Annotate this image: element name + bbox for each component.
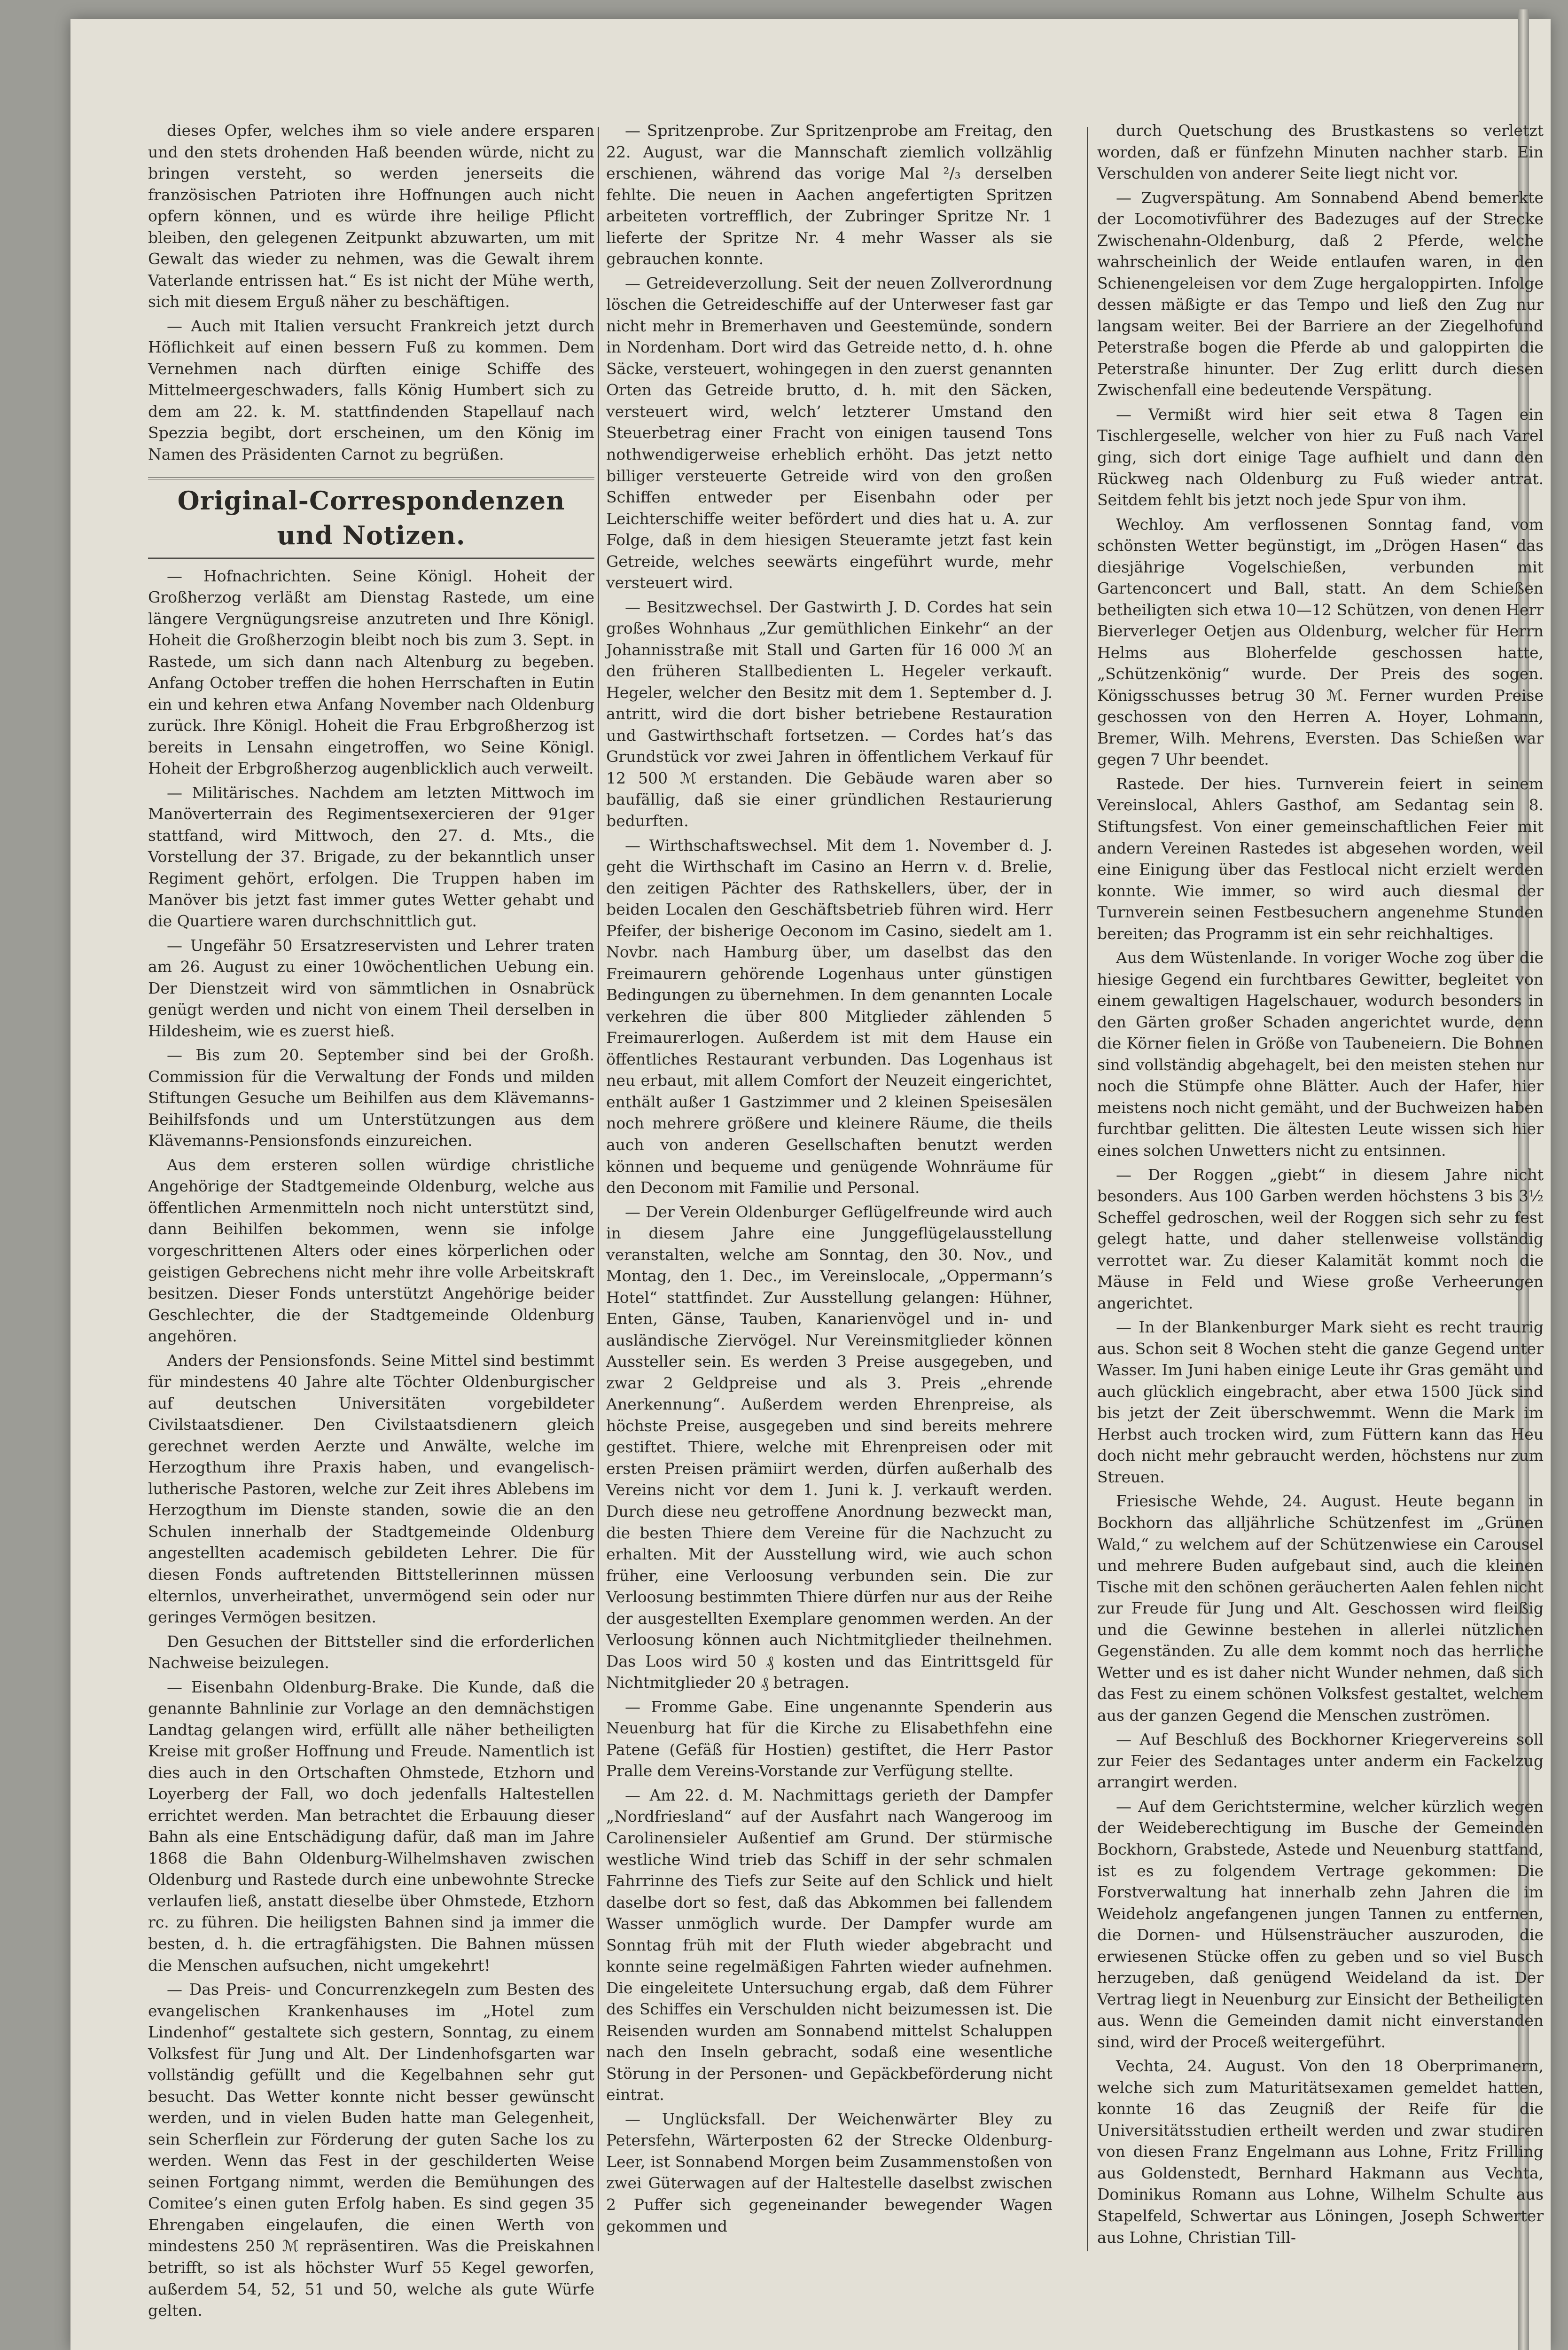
paragraph: — Das Preis- und Concurrenzkegeln zum Besten des evangelischen Krankenhauses im „Hotel zum Lindenhof“ gestaltete sich gestern, Sonntag, zu einem Volksfest für Jung und Alt. Der Lindenhofsgarten war vollständig gefüllt und die Kegelbahnen sehr gut besucht. Das Wetter konnte nicht besser gewünscht werden, und in vielen Buden hatte man Gelegenheit, sein Scherflein zur Förderung der guten Sache los zu werden. Wenn das Fest in der geschilderten Weise seinen Fortgang nimmt, werden die Bemühungen des Comitee’s einen guten Erfolg haben. Es sind gegen 35 Ehrengaben eingelaufen, die einen Werth von mindestens 250 ℳ repräsentiren. Was die Preiskahnen betrifft, so ist als höchster Wurf 55 Kegel geworfen, außerdem 54, 52, 51 und 50, welche als gute Würfe gelten.: [148, 1980, 594, 2320]
paragraph: Anders der Pensionsfonds. Seine Mittel sind bestimmt für mindestens 40 Jahre alte Töchter Oldenburgischer auf deutschen Universitäten vorgebildeter Civilstaatsdiener. Den Civilstaatsdienern gleich gerechnet werden Aerzte und Anwälte, welche im Herzogthum ihre Praxis haben, und evangelisch-lutherische Pastoren, welche zur Zeit ihres Ablebens im Herzogthum im Dienste standen, sowie die an den Schulen innerhalb der Stadtgemeinde Oldenburg angestellten academisch gebildeten Lehrer. Die für diesen Fonds auftretenden Bittstellerinnen müssen elternlos, unverheirathet, unvermögend sein oder nur geringes Vermögen besitzen.: [148, 1351, 594, 1627]
paragraph: — Fromme Gabe. Eine ungenannte Spenderin aus Neuenburg hat für die Kirche zu Elisabethfehn eine Patene (Gefäß für Hostien) gestiftet, die Herr Pastor Pralle dem Vereins-Vorstande zur Verfügung stellte.: [606, 1697, 1053, 1780]
paragraph: Aus dem Wüstenlande. In voriger Woche zog über die hiesige Gegend ein furchtbares Gewitter, begleitet von einem gewaltigen Hagelschauer, wodurch besonders in den Gärten großer Schaden angerichtet wurde, denn die Körner fielen in Größe von Taubeneiern. Die Bohnen sind vollständig abgehagelt, bei den meisten stehen nur noch die Stümpfe ohne Blätter. Auch der Hafer, hier meistens noch nicht gemäht, und der Buchweizen haben furchtbar gelitten. Die ältesten Leute wissen sich hier eines solchen Unwetters nicht zu entsinnen.: [1097, 948, 1544, 1159]
paragraph: — Auf Beschluß des Bockhorner Kriegervereins soll zur Feier des Sedantages unter anderm ein Fackelzug arrangirt werden.: [1097, 1730, 1544, 1792]
paragraph: — Ungefähr 50 Ersatzreservisten und Lehrer traten am 26. August zu einer 10wöchentlichen Uebung ein. Der Dienstzeit wird von sämmtlichen in Osnabrück genügt werden und nicht von einem Theil derselben in Hildesheim, wie es zuerst hieß.: [148, 936, 594, 1040]
paragraph: — Besitzwechsel. Der Gastwirth J. D. Cordes hat sein großes Wohnhaus „Zur gemüthlichen Einkehr“ an der Johannisstraße mit Stall und Garten für 16 000 ℳ an den früheren Stallbedienten L. Hegeler verkauft. Hegeler, welcher den Besitz mit dem 1. September d. J. antritt, wird die dort bisher betriebene Restauration und Gastwirthschaft fortsetzen. — Cordes hat’s das Grundstück vor zwei Jahren in öffentlichem Verkauf für 12 500 ℳ erstanden. Die Gebäude waren aber so baufällig, daß sie einer gründlichen Restaurierung bedurften.: [606, 597, 1053, 830]
paragraph: Friesische Wehde, 24. August. Heute begann in Bockhorn das alljährliche Schützenfest im „Grünen Wald,“ zu welchem auf der Schützenwiese ein Carousel und mehrere Buden aufgebaut sind, auch die kleinen Tische mit den schönen geräucherten Aalen fehlen nicht zur Freude für Jung und Alt. Geschossen wird fleißig und die Gewinne bestehen in allerlei nützlichen Gegenständen. Zu alle dem kommt noch das herrliche Wetter und es ist daher nicht Wunder nehmen, daß sich das Fest zu einem schönen Volksfest gestaltet, welchem aus der ganzen Gegend die Menschen zuströmen.: [1097, 1492, 1544, 1724]
column-3: [1097, 120, 1544, 2263]
paragraph: — Zugverspätung. Am Sonnabend Abend bemerkte der Locomotivführer des Badezuges auf der Strecke Zwischenahn-Oldenburg, daß 2 Pferde, welche wahrscheinlich der Weide entlaufen waren, in den Schienengeleisen vor dem Zuge hergaloppirten. Infolge dessen mäßigte er das Tempo und ließ den Zug nur langsam weiter. Bei der Barriere an der Ziegelhofund Peterstraße bogen die Pferde ab und galoppirten die Peterstraße hinunter. Der Zug erlitt durch diesen Zwischenfall eine bedeutende Verspätung.: [1097, 188, 1544, 400]
paragraph: — Wirthschaftswechsel. Mit dem 1. November d. J. geht die Wirthschaft im Casino an Herrn v. d. Brelie, den zeitigen Pächter des Rathskellers, über, der in beiden Localen den Geschäftsbetrieb führen wird. Herr Pfeifer, der bisherige Oeconom im Casino, siedelt am 1. Novbr. nach Hamburg über, um daselbst das den Freimaurern gehörende Logenhaus unter günstigen Bedingungen zu übernehmen. In dem genannten Locale verkehren die über 800 Mitglieder zählenden 5 Freimaurerlogen. Außerdem ist mit dem Hause ein öffentliches Restaurant verbunden. Das Logenhaus ist neu erbaut, mit allem Comfort der Neuzeit eingerichtet, enthält außer 1 Gastzimmer und 2 kleinen Speisesälen noch mehrere größere und kleinere Räume, die theils auch von anderen Gesellschaften benutzt werden können und bequeme und genügende Wohnräume für den Deconom mit Familie und Personal.: [606, 836, 1053, 1197]
paragraph: — In der Blankenburger Mark sieht es recht traurig aus. Schon seit 8 Wochen steht die ganze Gegend unter Wasser. Im Juni haben einige Leute ihr Gras gemäht und auch glücklich eingebracht, aber etwa 1500 Jück sind bis jetzt der Zeit überschwemmt. Wenn die Mark im Herbst auch trocken wird, zum Füttern kann das Heu doch nicht mehr gebraucht werden, höchstens nur zum Streuen.: [1097, 1318, 1544, 1486]
paragraph: — Hofnachrichten. Seine Königl. Hoheit der Großherzog verläßt am Dienstag Rastede, um eine längere Vergnügungsreise anzutreten und Ihre Königl. Hoheit die Großherzogin bleibt noch bis zum 3. Sept. in Rastede, um sich dann nach Altenburg zu begeben. Anfang October treffen die hohen Herrschaften in Eutin ein und kehren etwa Anfang November nach Oldenburg zurück. Ihre Königl. Hoheit die Frau Erbgroßherzog ist bereits in Lensahn eingetroffen, wo Seine Königl. Hoheit der Erbgroßherzog augenblicklich auch verweilt.: [148, 566, 594, 778]
paragraph: — Auf dem Gerichtstermine, welcher kürzlich wegen der Weideberechtigung im Busche der Gemeinden Bockhorn, Grabstede, Astede und Neuenburg stattfand, ist es zu folgendem Vertrage gekommen: Die Forstverwaltung hat innerhalb zehn Jahren die im Weideholz angefangenen jungen Tannen zu entfernen, die Dornen- und Hülsensträucher auszuroden, die erwiesenen Stücke offen zu geben und so viel Busch herzugeben, daß genügend Weideland da ist. Der Vertrag liegt in Neuenburg zur Einsicht der Betheiligten aus. Wenn die Gemeinden damit nicht einverstanden sind, wird der Proceß weitergeführt.: [1097, 1797, 1544, 2051]
paragraph: — Getreideverzollung. Seit der neuen Zollverordnung löschen die Getreideschiffe auf der Unterweser fast gar nicht mehr in Bremerhaven und Geestemünde, sondern in Nordenham. Dort wird das Getreide netto, d. h. ohne Säcke, versteuert, wohingegen in den zuerst genannten Orten das Getreide brutto, d. h. mit den Säcken, versteuert wird, welch’ letzterer Umstand den Steuerbetrag einer Fracht von einigen tausend Tons nothwendigerweise erheblich erhöht. Das jetzt netto billiger versteuerte Getreide wird von den großen Schiffen entweder per Eisenbahn oder per Leichterschiffe weiter befördert und dies hat u. A. zur Folge, daß in dem hiesigen Steueramte jetzt fast kein Getreide, welches seewärts eingeführt wurde, mehr versteuert wird.: [606, 274, 1053, 592]
paragraph: Wechloy. Am verflossenen Sonntag fand, vom schönsten Wetter begünstigt, im „Drögen Hasen“ das diesjährige Vogelschießen, verbunden mit Gartenconcert und Ball, statt. An dem Schießen betheiligten sich etwa 10—12 Schützen, von denen Herr Bierverleger Oetjen aus Oldenburg, welcher für Herrn Helms aus Bloherfelde geschossen hatte, „Schützenkönig“ wurde. Der Preis des sogen. Königsschusses betrug 30 ℳ. Ferner wurden Preise geschossen von den Herren A. Hoyer, Lohmann, Bremer, Wilh. Mehrens, Eversten. Das Schießen war gegen 7 Uhr beendet.: [1097, 515, 1544, 769]
column-1: [148, 120, 594, 2320]
column-rule-1: [598, 127, 599, 2251]
paragraph: — Bis zum 20. September sind bei der Großh. Commission für die Verwaltung der Fonds und milden Stiftungen Gesuche um Beihilfen aus dem Klävemanns-Beihilfsfonds und um Unterstützungen aus dem Klävemanns-Pensionsfonds einzureichen.: [148, 1046, 594, 1150]
paragraph: — Spritzenprobe. Zur Spritzenprobe am Freitag, den 22. August, war die Mannschaft ziemlich vollzählig erschienen, während das vorige Mal ²/₃ derselben fehlte. Die neuen in Aachen angefertigten Spritzen arbeiteten vortrefflich, der Zubringer Spritze Nr. 1 lieferte der Spritze Nr. 4 mehr Wasser als sie gebrauchen konnte.: [606, 121, 1053, 268]
paragraph: — Der Verein Oldenburger Geflügelfreunde wird auch in diesem Jahre eine Junggeflügelausstellung veranstalten, welche am Sonntag, den 30. Nov., und Montag, den 1. Dec., im Vereinslocale, „Oppermann’s Hotel“ stattfindet. Zur Ausstellung gelangen: Hühner, Enten, Gänse, Tauben, Kanarienvögel und in- und ausländische Ziervögel. Nur Vereinsmitglieder können Aussteller sein. Es werden 3 Preise ausgegeben, und zwar 2 Geldpreise und als 3. Preis „ehrende Anerkennung“. Außerdem werden Ehrenpreise, als höchste Preise, ausgegeben und sind bereits mehrere gestiftet. Thiere, welche mit Ehrenpreisen oder mit ersten Preisen prämiirt werden, dürfen außerhalb des Vereins nicht vor dem 1. Juni k. J. verkauft werden. Durch diese neu getroffene Anordnung bezweckt man, die besten Thiere dem Vereine für die Nachzucht zu erhalten. Mit der Ausstellung wird, wie auch schon früher, eine Verloosung verbunden sein. Die zur Verloosung bestimmten Thiere dürfen nur aus der Reihe der ausgestellten Exemplare genommen werden. An der Verloosung können auch Nichtmitglieder theilnehmen. Das Loos wird 50 ₰ kosten und das Eintrittsgeld für Nichtmitglieder 20 ₰ betragen.: [606, 1202, 1053, 1692]
paragraph: — Militärisches. Nachdem am letzten Mittwoch im Manöverterrain des Regimentsexercieren der 91ger stattfand, wird Mittwoch, den 27. d. Mts., die Vorstellung der 37. Brigade, zu der bekanntlich unser Regiment gehört, erfolgen. Die Truppen haben im Manöver bis jetzt fast immer gutes Wetter gehabt und die Quartiere waren durchschnittlich gut.: [148, 783, 594, 931]
paragraph: — Eisenbahn Oldenburg-Brake. Die Kunde, daß die genannte Bahnlinie zur Vorlage an den demnächstigen Landtag gelangen wird, erfüllt alle näher betheiligten Kreise mit großer Hoffnung und Freude. Namentlich ist dies auch in den Ortschaften Ohmstede, Etzhorn und Loyerberg der Fall, wo doch jedenfalls Haltestellen errichtet werden. Man betrachtet die Erbauung dieser Bahn als eine Entschädigung dafür, daß man im Jahre 1868 die Bahn Oldenburg-Wilhelmshaven zwischen Oldenburg und Rastede durch eine unbewohnte Strecke verlaufen ließ, anstatt dieselbe über Ohmstede, Etzhorn rc. zu führen. Die heiligsten Bahnen sind ja immer die besten, d. h. die ertragfähigsten. Die Bahnen müssen die Menschen aufsuchen, nicht umgekehrt!: [148, 1677, 594, 1974]
column-rule-2: [1087, 127, 1088, 2251]
paragraph: Den Gesuchen der Bittsteller sind die erforderlichen Nachweise beizulegen.: [148, 1632, 594, 1672]
section-title: Original-Correspondenzen und Notizen.: [148, 478, 594, 559]
paragraph: — Auch mit Italien versucht Frankreich jetzt durch Höflichkeit auf einen bessern Fuß zu kommen. Dem Vernehmen nach dürften einige Schiffe des Mittelmeergeschwaders, falls König Humbert sich zu dem am 22. k. M. stattfindenden Stapellauf nach Spezzia begibt, dort erscheinen, um den König im Namen des Präsidenten Carnot zu begrüßen.: [148, 316, 594, 463]
paragraph: Aus dem ersteren sollen würdige christliche Angehörige der Stadtgemeinde Oldenburg, welche aus öffentlichen Armenmitteln noch nicht unterstützt sind, dann Beihilfen bekommen, wenn sie infolge vorgeschrittenen Alters oder eines körperlichen oder geistigen Gebrechens nicht mehr ihre volle Arbeitskraft besitzen. Dieser Fonds unterstützt Angehörige beider Geschlechter, die der Stadtgemeinde Oldenburg angehören.: [148, 1155, 594, 1346]
paragraph: durch Quetschung des Brustkastens so verletzt worden, daß er fünfzehn Minuten nachher starb. Ein Verschulden von anderer Seite liegt nicht vor.: [1097, 121, 1544, 183]
paragraph: — Unglücksfall. Der Weichenwärter Bley zu Petersfehn, Wärterposten 62 der Strecke Oldenburg-Leer, ist Sonnabend Morgen beim Zusammenstoßen von zwei Güterwagen auf der Haltestelle daselbst zwischen 2 Puffer sich gegeneinander bewegender Wagen gekommen und: [606, 2109, 1053, 2235]
column-2: [606, 120, 1053, 2263]
paragraph: — Vermißt wird hier seit etwa 8 Tagen ein Tischlergeselle, welcher von hier zu Fuß nach Varel ging, sich dort einige Tage aufhielt und dann den Rückweg nach Oldenburg zu Fuß wieder antrat. Seitdem fehlt bis jetzt noch jede Spur von ihm.: [1097, 405, 1544, 509]
paragraph: — Der Roggen „giebt“ in diesem Jahre nicht besonders. Aus 100 Garben werden höchstens 3 bis 3½ Scheffel gedroschen, weil der Roggen sich sehr zu fest gelegt hatte, und daher stellenweise vollständig verrottet war. Zu dieser Kalamität kommt noch die Mäuse in Feld und Wiese große Verheerungen angerichtet.: [1097, 1165, 1544, 1312]
paragraph: Rastede. Der hies. Turnverein feiert in seinem Vereinslocal, Ahlers Gasthof, am Sedantag sein 8. Stiftungsfest. Von einer gemeinschaftlichen Feier mit andern Vereinen Rastedes ist abgesehen worden, weil eine Einigung über das Festlocal nicht erzielt werden konnte. Wie immer, so wird auch diesmal der Turnverein seinen Festbesuchern angenehme Stunden bereiten; das Programm ist ein sehr reichhaltiges.: [1097, 774, 1544, 943]
paragraph: dieses Opfer, welches ihm so viele andere ersparen und den stets drohenden Haß beenden würde, nicht zu bringen versteht, so werden jenerseits die französischen Patrioten ihre Hoffnungen auch nicht opfern können, und es würde ihre heilige Pflicht bleiben, den gelegenen Zeitpunkt abzuwarten, um mit Gewalt das wieder zu nehmen, was die Gewalt ihrem Vaterlande entrissen hat.“ Es ist nicht der Mühe werth, sich mit diesem Erguß näher zu beschäftigen.: [148, 121, 594, 311]
paragraph: Vechta, 24. August. Von den 18 Oberprimanern, welche sich zum Maturitätsexamen gemeldet hatten, konnte 16 das Zeugniß der Reife für die Universitätsstudien ertheilt werden und zwar studiren von diesen Franz Engelmann aus Lohne, Fritz Frilling aus Goldenstedt, Bernhard Hakmann aus Vechta, Dominikus Romann aus Lohne, Wilhelm Schulte aus Stapelfeld, Schwertar aus Löningen, Joseph Schwerter aus Lohne, Christian Till-: [1097, 2057, 1544, 2247]
paragraph: — Am 22. d. M. Nachmittags gerieth der Dampfer „Nordfriesland“ auf der Ausfahrt nach Wangeroog im Carolinensieler Außentief am Grund. Der stürmische westliche Wind trieb das Schiff in der sehr schmalen Fahrrinne des Tiefs zur Seite auf den Schlick und hielt daselbe dort so fest, daß das Abkommen bei fallendem Wasser unmöglich wurde. Der Dampfer wurde am Sonntag früh mit der Fluth wieder abgebracht und konnte seine regelmäßigen Fahrten wieder aufnehmen. Die eingeleitete Untersuchung ergab, daß dem Führer des Schiffes ein Verschulden nicht beizumessen ist. Die Reisenden wurden am Sonnabend mittelst Schaluppen nach den Inseln gebracht, sodaß eine wesentliche Störung in der Personen- und Gepäckbeförderung nicht eintrat.: [606, 1786, 1053, 2104]
